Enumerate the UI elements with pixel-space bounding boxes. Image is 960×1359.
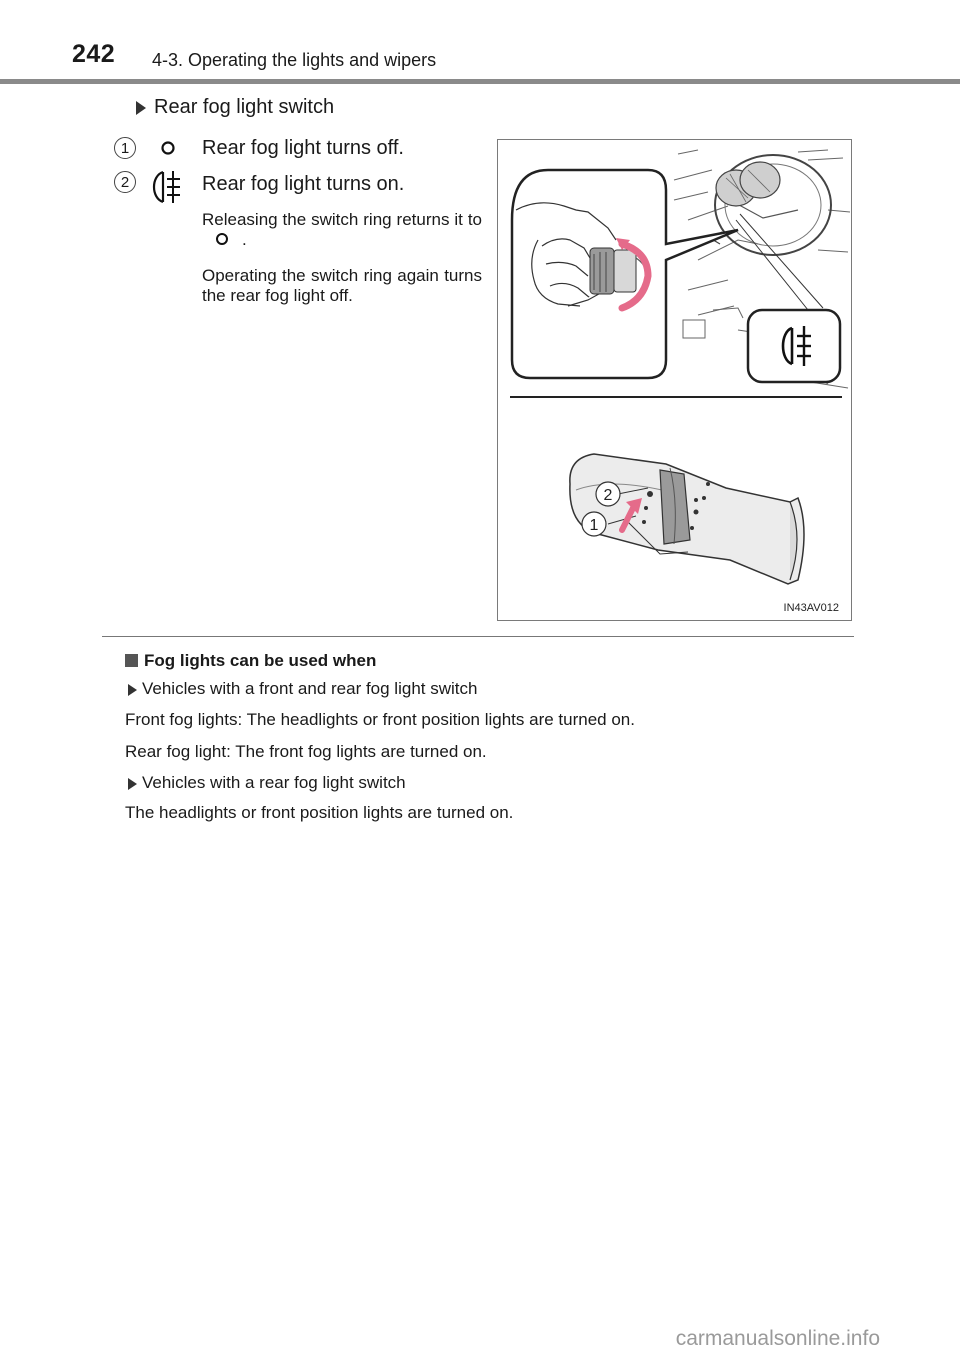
arrow-bullet-icon — [128, 684, 137, 696]
notes-heading — [125, 651, 376, 671]
fog-off-icon — [160, 140, 176, 156]
note-line-text: Vehicles with a front and rear fog light switch — [142, 679, 478, 698]
watermark: carmanualsonline.info — [675, 1327, 880, 1350]
note-headlights: The headlights or front position lights are turned on. — [125, 803, 514, 822]
note-condition-rear-only — [128, 773, 406, 793]
item-on-text: Rear fog light turns on. — [202, 173, 405, 195]
callout-2: 2 — [603, 487, 613, 504]
arrow-bullet-icon — [136, 101, 146, 115]
notes-heading-text: Fog lights can be used when — [144, 651, 377, 670]
step-number-2: 2 — [114, 171, 136, 193]
rear-fog-light-icon — [147, 168, 189, 206]
note-condition-front-rear — [128, 679, 477, 699]
item-off-text: Rear fog light turns off. — [202, 137, 404, 159]
arrow-bullet-icon — [128, 778, 137, 790]
figure-code: IN43AV012 — [783, 602, 839, 614]
fog-switch-illustration — [498, 140, 852, 621]
note-line-text: Vehicles with a rear fog light switch — [142, 773, 406, 792]
release-note-text: Releasing the switch ring returns it to — [202, 210, 482, 229]
subhead-text: Rear fog light switch — [154, 96, 335, 118]
release-note-period: . — [242, 230, 247, 249]
figure-fog-switch — [497, 139, 852, 621]
note-front-fog: Front fog lights: The headlights or front position lights are turned on. — [125, 710, 635, 729]
step-number-1: 1 — [114, 137, 136, 159]
note-rear-fog: Rear fog light: The front fog lights are turned on. — [125, 742, 487, 761]
section-title: 4-3. Operating the lights and wipers — [152, 50, 437, 70]
fog-off-icon-inline — [202, 232, 242, 246]
section-divider — [102, 636, 854, 637]
subhead-rear-fog-switch — [136, 96, 334, 119]
again-note: Operating the switch ring again turns the rear fog light off. — [202, 266, 482, 305]
header-rule — [0, 79, 960, 84]
square-bullet-icon — [125, 654, 138, 667]
release-note — [202, 210, 482, 250]
callout-1: 1 — [589, 517, 599, 534]
page-number: 242 — [72, 40, 116, 68]
